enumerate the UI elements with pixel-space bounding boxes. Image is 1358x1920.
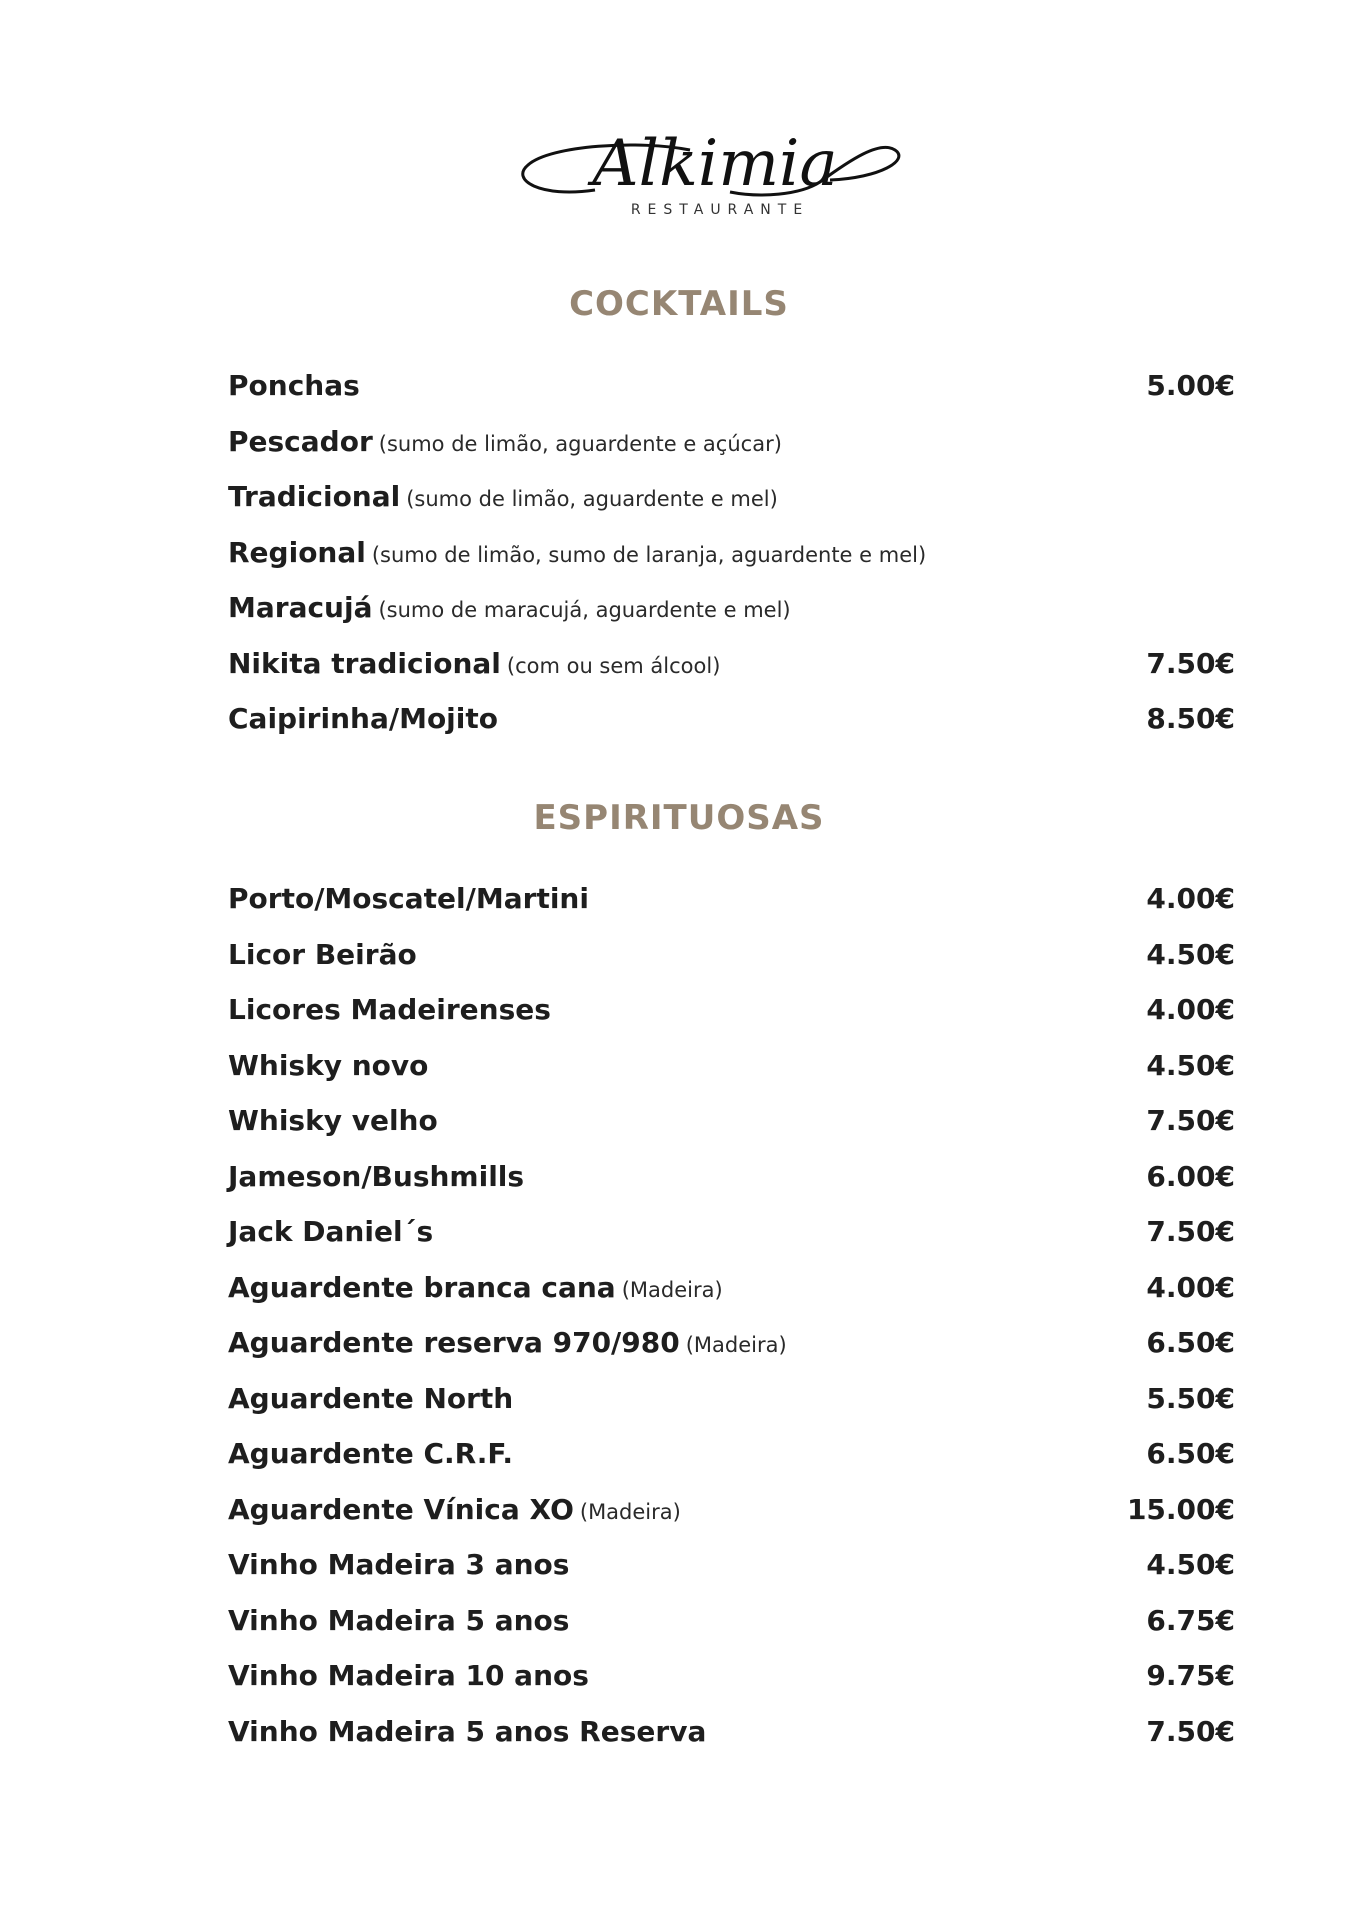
item-name: Aguardente C.R.F. <box>228 1437 513 1471</box>
item-name: Nikita tradicional <box>228 646 501 680</box>
item-desc: (Madeira) <box>621 1277 723 1302</box>
menu-item <box>228 358 1235 414</box>
item-name: Jack Daniel´s <box>228 1215 434 1249</box>
item-name: Licores Madeirenses <box>228 993 551 1027</box>
item-price: 15.00€ <box>1126 1492 1235 1526</box>
item-price: 4.00€ <box>1146 882 1235 916</box>
item-price: 8.50€ <box>1146 702 1235 736</box>
item-price: 6.50€ <box>1146 1437 1235 1471</box>
item-name: Whisky novo <box>228 1048 429 1082</box>
section-title-espirituosas: ESPIRITUOSAS <box>533 798 825 838</box>
menu-item <box>228 525 1235 581</box>
menu-item <box>228 469 1235 525</box>
item-name: Whisky velho <box>228 1104 438 1138</box>
item-name: Aguardente reserva 970/980 <box>228 1326 680 1360</box>
item-name: Regional <box>228 535 366 569</box>
item-name: Licor Beirão <box>228 937 417 971</box>
menu-item <box>228 1537 1235 1593</box>
item-name: Maracujá <box>228 591 373 625</box>
item-desc: (Madeira) <box>685 1333 787 1358</box>
item-price: 6.75€ <box>1146 1603 1235 1637</box>
item-price: 4.00€ <box>1146 993 1235 1027</box>
item-price: 7.50€ <box>1146 646 1235 680</box>
item-price: 4.50€ <box>1146 1548 1235 1582</box>
item-price: 7.50€ <box>1146 1714 1235 1748</box>
item-desc: (sumo de limão, sumo de laranja, aguardente e mel) <box>371 542 927 567</box>
menu-item <box>228 636 1235 692</box>
menu-item <box>228 982 1235 1038</box>
menu-item <box>228 1093 1235 1149</box>
item-price: 4.50€ <box>1146 937 1235 971</box>
item-name: Porto/Moscatel/Martini <box>228 882 589 916</box>
cocktails-list <box>228 358 1235 747</box>
item-name: Aguardente North <box>228 1381 514 1415</box>
restaurant-logo <box>500 120 930 230</box>
menu-item <box>228 1593 1235 1649</box>
menu-item <box>228 1648 1235 1704</box>
item-price: 6.50€ <box>1146 1326 1235 1360</box>
item-price: 4.50€ <box>1146 1048 1235 1082</box>
item-name: Vinho Madeira 10 anos <box>228 1659 589 1693</box>
item-desc: (sumo de limão, aguardente e mel) <box>406 487 778 512</box>
logo-subtitle: RESTAURANTE <box>630 202 810 218</box>
item-desc: (com ou sem álcool) <box>506 653 721 678</box>
menu-item <box>228 1704 1235 1760</box>
item-name: Vinho Madeira 5 anos <box>228 1603 570 1637</box>
menu-item <box>228 1315 1235 1371</box>
item-price: 5.50€ <box>1146 1381 1235 1415</box>
item-name: Pescador <box>228 424 373 458</box>
menu-item <box>228 1426 1235 1482</box>
item-price: 4.00€ <box>1146 1270 1235 1304</box>
menu-item <box>228 1204 1235 1260</box>
item-name: Caipirinha/Mojito <box>228 702 498 736</box>
item-name: Aguardente branca cana <box>228 1270 616 1304</box>
item-name: Aguardente Vínica XO <box>228 1492 574 1526</box>
espirituosas-list <box>228 871 1235 1759</box>
menu-item <box>228 1482 1235 1538</box>
item-name: Ponchas <box>228 369 360 403</box>
item-desc: (Madeira) <box>579 1499 681 1524</box>
logo-script-text: Alkimia <box>592 127 838 201</box>
item-name: Vinho Madeira 3 anos <box>228 1548 570 1582</box>
item-name: Vinho Madeira 5 anos Reserva <box>228 1714 707 1748</box>
item-price: 9.75€ <box>1146 1659 1235 1693</box>
menu-item <box>228 414 1235 470</box>
menu-item <box>228 871 1235 927</box>
item-name: Jameson/Bushmills <box>228 1159 525 1193</box>
item-name: Tradicional <box>228 480 401 514</box>
item-price: 7.50€ <box>1146 1215 1235 1249</box>
item-price: 6.00€ <box>1146 1159 1235 1193</box>
menu-item <box>228 691 1235 747</box>
logo-swash <box>500 120 930 210</box>
item-desc: (sumo de limão, aguardente e açúcar) <box>378 431 782 456</box>
item-price: 5.00€ <box>1146 369 1235 403</box>
menu-item <box>228 1149 1235 1205</box>
menu-item <box>228 580 1235 636</box>
menu-item <box>228 1038 1235 1094</box>
menu-item <box>228 927 1235 983</box>
section-title-cocktails: COCKTAILS <box>569 284 789 324</box>
menu-item <box>228 1371 1235 1427</box>
item-price: 7.50€ <box>1146 1104 1235 1138</box>
item-desc: (sumo de maracujá, aguardente e mel) <box>378 598 791 623</box>
menu-item <box>228 1260 1235 1316</box>
